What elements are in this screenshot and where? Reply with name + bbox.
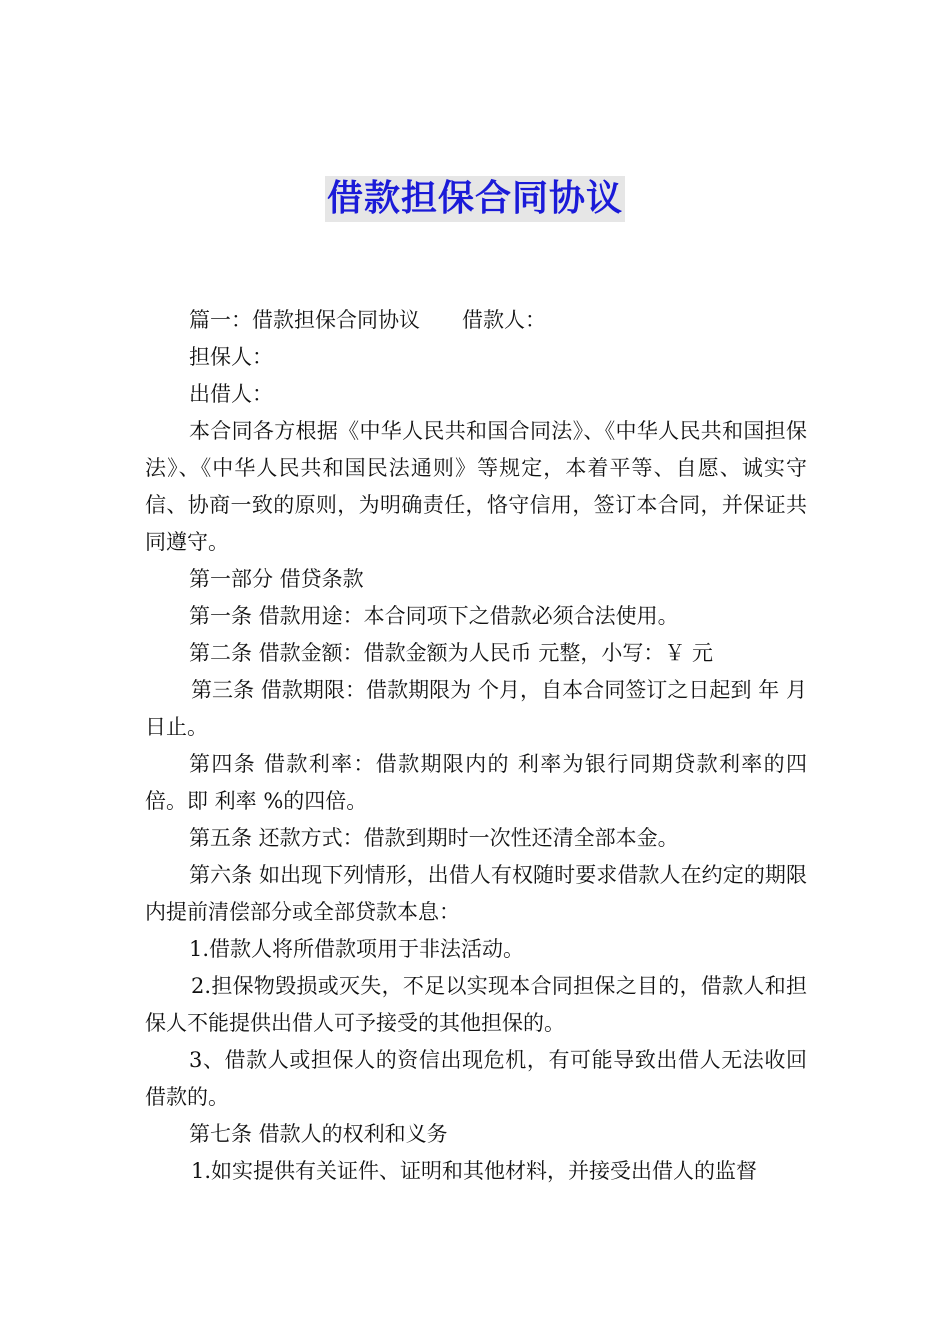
paragraph-lender: 出借人： (189, 382, 273, 406)
paragraph-article-4: 第四条 借款利率：借款期限内的 利率为银行同期贷款利率的四倍。即 利率 %的四倍。 (145, 752, 807, 813)
document-body (145, 302, 814, 1190)
paragraph-guarantor: 担保人： (189, 345, 273, 369)
list-item-2: 2.担保物毁损或灭失，不足以实现本合同担保之目的，借款人和担保人不能提供出借人可予接受的其他担保的。 (145, 974, 807, 1035)
paragraph-preamble: 本合同各方根据《中华人民共和国合同法》、《中华人民共和国担保法》、《中华人民共和国民法通则》等规定，本着平等、自愿、诚实守信、协商一致的原则，为明确责任，恪守信用，签订本合同，并保证共同遵守。 (145, 419, 807, 554)
list-item-article-7-1: 1.如实提供有关证件、证明和其他材料，并接受出借人的监督 (191, 1159, 758, 1183)
title-container (0, 176, 950, 222)
paragraph-article-5: 第五条 还款方式：借款到期时一次性还清全部本金。 (189, 826, 679, 850)
paragraph-article-3: 第三条 借款期限：借款期限为 个月，自本合同签订之日起到 年 月 日止。 (145, 678, 814, 739)
paragraph-article-1: 第一条 借款用途：本合同项下之借款必须合法使用。 (189, 604, 679, 628)
list-item-1: 1.借款人将所借款项用于非法活动。 (189, 937, 525, 961)
paragraph-article-2: 第二条 借款金额：借款金额为人民币 元整，小写：￥ 元 (189, 641, 714, 665)
document-title: 借款担保合同协议 (325, 176, 625, 222)
paragraph-part-one: 第一部分 借贷条款 (189, 567, 364, 591)
paragraph-intro: 篇一：借款担保合同协议 借款人： (189, 308, 546, 332)
paragraph-article-7: 第七条 借款人的权利和义务 (189, 1122, 448, 1146)
list-item-3: 3、借款人或担保人的资信出现危机，有可能导致出借人无法收回借款的。 (145, 1048, 807, 1109)
paragraph-article-6: 第六条 如出现下列情形，出借人有权随时要求借款人在约定的期限内提前清偿部分或全部贷款本息： (145, 863, 807, 924)
